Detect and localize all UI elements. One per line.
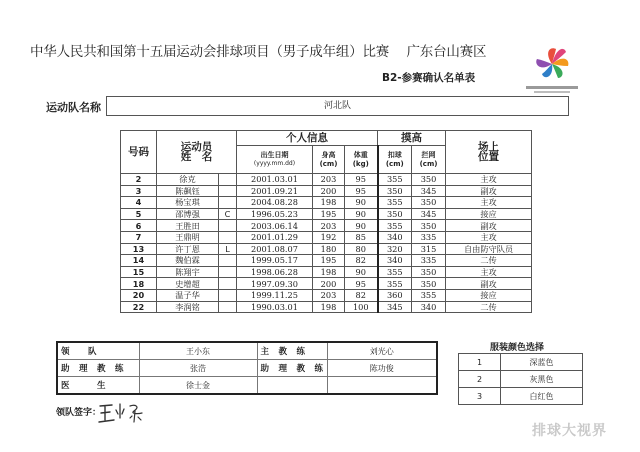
- cell-weight: 85: [345, 231, 378, 243]
- leader-label: 领 队: [57, 342, 139, 360]
- cell-height: 203: [313, 174, 345, 186]
- table-row: [121, 197, 532, 209]
- header-reach: 摸高: [378, 131, 446, 146]
- cell-name: 徐克: [157, 174, 219, 186]
- head-coach-value: 刘光心: [327, 342, 437, 360]
- cell-block: 350: [412, 220, 446, 232]
- table-row: [121, 185, 532, 197]
- header-athlete-line2: 姓 名: [180, 151, 213, 163]
- handwritten-signature: [96, 398, 146, 428]
- page-title: 中华人民共和国第十五届运动会排球项目（男子成年组）比赛 广东台山赛区: [30, 44, 487, 60]
- header-spike-label: 扣球: [387, 151, 402, 160]
- cell-block: 340: [412, 301, 446, 313]
- cell-number: 4: [121, 197, 157, 209]
- cell-position: 副攻: [446, 220, 532, 232]
- cell-position: 接应: [446, 289, 532, 301]
- cell-weight: 82: [345, 289, 378, 301]
- cell-block: 335: [412, 255, 446, 267]
- cell-block: 335: [412, 231, 446, 243]
- cell-position: 二传: [446, 301, 532, 313]
- cell-weight: 90: [345, 208, 378, 220]
- cell-position: 主攻: [446, 197, 532, 209]
- cell-name: 陈飙钰: [157, 185, 219, 197]
- cell-height: 203: [313, 220, 345, 232]
- cell-height: 198: [313, 266, 345, 278]
- cell-block: 355: [412, 289, 446, 301]
- cell-weight: 90: [345, 197, 378, 209]
- cell-number: 15: [121, 266, 157, 278]
- doctor-value: 徐士金: [139, 377, 257, 395]
- cell-role-mark: [219, 197, 237, 209]
- cell-role-mark: C: [219, 208, 237, 220]
- cell-position: 主攻: [446, 231, 532, 243]
- cell-height: 180: [313, 243, 345, 255]
- cell-name: 李润铭: [157, 301, 219, 313]
- cell-height: 203: [313, 289, 345, 301]
- kit-option-index: 3: [459, 388, 501, 405]
- cell-birthdate: 2001.08.07: [237, 243, 313, 255]
- cell-weight: 80: [345, 243, 378, 255]
- header-position-line1: 场上: [478, 141, 500, 153]
- table-row: [121, 255, 532, 267]
- cell-height: 192: [313, 231, 345, 243]
- cell-number: 20: [121, 289, 157, 301]
- cell-block: 345: [412, 208, 446, 220]
- cell-weight: 95: [345, 278, 378, 290]
- header-block-unit: (cm): [419, 159, 438, 168]
- kit-option-color: 深蓝色: [501, 354, 583, 371]
- games-logo: [520, 44, 584, 96]
- header-number: 号码: [121, 131, 157, 174]
- cell-number: 7: [121, 231, 157, 243]
- cell-position: 副攻: [446, 278, 532, 290]
- assistant-coach-label: 助 理 教 练: [57, 360, 139, 377]
- cell-position: 接应: [446, 208, 532, 220]
- kit-option-index: 2: [459, 371, 501, 388]
- header-spike: [378, 146, 412, 174]
- cell-name: 王胜田: [157, 220, 219, 232]
- cell-name: 王鼎明: [157, 231, 219, 243]
- table-row: [121, 208, 532, 220]
- header-position: [446, 131, 532, 174]
- cell-role-mark: [219, 266, 237, 278]
- header-weight-label: 体重: [353, 151, 368, 160]
- header-weight: [345, 146, 378, 174]
- cell-role-mark: [219, 301, 237, 313]
- kit-color-table: [458, 353, 583, 405]
- header-weight-unit: (kg): [352, 159, 369, 168]
- header-height-label: 身高: [321, 151, 336, 160]
- cell-position: 主攻: [446, 174, 532, 186]
- doctor-label: 医 生: [57, 377, 139, 395]
- cell-role-mark: [219, 255, 237, 267]
- cell-birthdate: 1990.03.01: [237, 301, 313, 313]
- cell-name: 陈翔宇: [157, 266, 219, 278]
- table-row: [121, 243, 532, 255]
- roster-table: [120, 130, 532, 313]
- header-athlete: [157, 131, 237, 174]
- cell-weight: 95: [345, 174, 378, 186]
- cell-name: 魏伯霖: [157, 255, 219, 267]
- cell-birthdate: 2001.01.29: [237, 231, 313, 243]
- header-position-line2: 位置: [478, 151, 500, 163]
- header-height-unit: (cm): [319, 159, 338, 168]
- cell-position: 二传: [446, 255, 532, 267]
- cell-weight: 90: [345, 266, 378, 278]
- cell-spike: 355: [378, 220, 412, 232]
- cell-role-mark: [219, 289, 237, 301]
- cell-spike: 340: [378, 255, 412, 267]
- cell-height: 195: [313, 208, 345, 220]
- leader-value: 王小东: [139, 342, 257, 360]
- header-block-label: 拦网: [421, 151, 436, 160]
- cell-spike: 345: [378, 301, 412, 313]
- cell-role-mark: [219, 174, 237, 186]
- cell-role-mark: [219, 278, 237, 290]
- cell-role-mark: [219, 231, 237, 243]
- cell-role-mark: [219, 220, 237, 232]
- cell-name: 杨宝琪: [157, 197, 219, 209]
- cell-number: 3: [121, 185, 157, 197]
- cell-position: 主攻: [446, 266, 532, 278]
- cell-position: 自由防守队员: [446, 243, 532, 255]
- cell-spike: 320: [378, 243, 412, 255]
- cell-spike: 340: [378, 231, 412, 243]
- signature-label: 领队签字：: [56, 408, 102, 418]
- cell-role-mark: L: [219, 243, 237, 255]
- cell-block: 350: [412, 266, 446, 278]
- cell-birthdate: 1997.09.30: [237, 278, 313, 290]
- kit-option-color: 灰黑色: [501, 371, 583, 388]
- cell-spike: 355: [378, 266, 412, 278]
- kit-option-color: 白红色: [501, 388, 583, 405]
- form-subtitle: B2-参赛确认名单表: [382, 72, 476, 84]
- cell-height: 200: [313, 185, 345, 197]
- cell-birthdate: 1999.11.25: [237, 289, 313, 301]
- cell-weight: 90: [345, 220, 378, 232]
- team-name-value: 河北队: [106, 96, 569, 116]
- table-row: [121, 289, 532, 301]
- table-row: [121, 220, 532, 232]
- table-row: [121, 174, 532, 186]
- cell-name: 温子华: [157, 289, 219, 301]
- assistant-coach-value-2: 陈功俊: [327, 360, 437, 377]
- cell-name: 邵博强: [157, 208, 219, 220]
- cell-block: 345: [412, 185, 446, 197]
- cell-number: 22: [121, 301, 157, 313]
- cell-height: 200: [313, 278, 345, 290]
- cell-name: 许丁恩: [157, 243, 219, 255]
- cell-birthdate: 2001.03.01: [237, 174, 313, 186]
- empty-cell: [327, 377, 437, 395]
- cell-birthdate: 2004.08.28: [237, 197, 313, 209]
- cell-number: 2: [121, 174, 157, 186]
- header-personal-info: 个人信息: [237, 131, 378, 146]
- cell-birthdate: 2003.06.14: [237, 220, 313, 232]
- cell-block: 350: [412, 278, 446, 290]
- cell-spike: 350: [378, 185, 412, 197]
- header-birthdate-format: (yyyy.mm.dd): [253, 159, 296, 167]
- cell-weight: 82: [345, 255, 378, 267]
- header-spike-unit: (cm): [385, 159, 404, 168]
- kit-option-index: 1: [459, 354, 501, 371]
- cell-height: 198: [313, 301, 345, 313]
- cell-birthdate: 1996.05.23: [237, 208, 313, 220]
- table-row: [121, 266, 532, 278]
- cell-block: 350: [412, 197, 446, 209]
- cell-weight: 100: [345, 301, 378, 313]
- cell-birthdate: 1998.06.28: [237, 266, 313, 278]
- cell-block: 350: [412, 174, 446, 186]
- cell-height: 198: [313, 197, 345, 209]
- staff-table: [56, 341, 438, 395]
- header-block: [412, 146, 446, 174]
- table-row: [121, 278, 532, 290]
- header-athlete-line1: 运动员: [180, 141, 213, 153]
- cell-name: 史增超: [157, 278, 219, 290]
- cell-birthdate: 1999.05.17: [237, 255, 313, 267]
- watermark: 排球大视界: [532, 423, 607, 439]
- cell-spike: 355: [378, 278, 412, 290]
- cell-birthdate: 2001.09.21: [237, 185, 313, 197]
- cell-height: 195: [313, 255, 345, 267]
- team-name-row: [46, 96, 568, 116]
- cell-number: 14: [121, 255, 157, 267]
- table-row: [121, 301, 532, 313]
- cell-number: 6: [121, 220, 157, 232]
- cell-number: 5: [121, 208, 157, 220]
- cell-position: 副攻: [446, 185, 532, 197]
- cell-block: 315: [412, 243, 446, 255]
- header-height: [313, 146, 345, 174]
- assistant-coach-value-1: 张浩: [139, 360, 257, 377]
- team-name-label: 运动队名称: [46, 101, 101, 114]
- assistant-coach-label-2: 助 理 教 练: [257, 360, 327, 377]
- head-coach-label: 主 教 练: [257, 342, 327, 360]
- cell-number: 18: [121, 278, 157, 290]
- table-row: [121, 231, 532, 243]
- cell-spike: 355: [378, 197, 412, 209]
- cell-number: 13: [121, 243, 157, 255]
- cell-weight: 95: [345, 185, 378, 197]
- cell-spike: 355: [378, 174, 412, 186]
- header-birthdate: [237, 146, 313, 174]
- empty-cell: [257, 377, 327, 395]
- cell-spike: 350: [378, 208, 412, 220]
- header-birthdate-label: 出生日期: [260, 151, 289, 160]
- cell-spike: 360: [378, 289, 412, 301]
- roster-body: [121, 174, 532, 313]
- kit-color-title: 服装颜色选择: [489, 343, 544, 353]
- cell-role-mark: [219, 185, 237, 197]
